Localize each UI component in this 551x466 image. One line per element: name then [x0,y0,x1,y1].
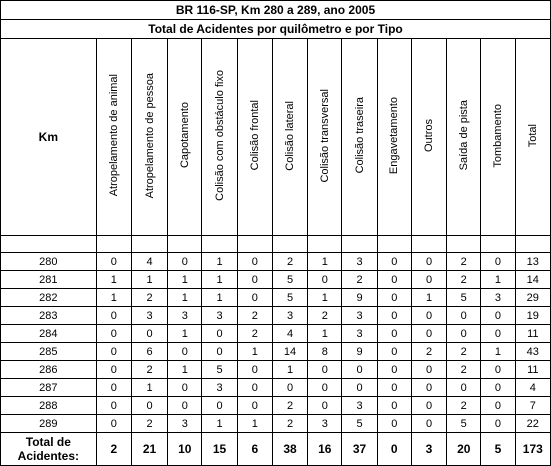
value-cell: 0 [237,289,272,307]
table-title: BR 116-SP, Km 280 a 289, ano 2005 [1,1,551,20]
value-cell: 1 [202,271,237,289]
value-cell: 0 [411,415,446,433]
total-cell: 2 [96,433,131,466]
value-cell: 3 [308,415,342,433]
value-cell: 2 [447,397,481,415]
value-cell: 0 [411,325,446,343]
value-cell: 2 [131,289,167,307]
column-header-label: Atropelamento de animal [107,74,120,197]
column-header [377,39,411,236]
value-cell: 1 [411,289,446,307]
km-cell: 283 [1,307,97,325]
value-cell: 0 [377,415,411,433]
value-cell: 6 [131,343,167,361]
spacer-row [1,236,551,253]
value-cell: 2 [447,271,481,289]
value-cell: 0 [411,361,446,379]
value-cell: 0 [481,325,515,343]
value-cell: 4 [515,379,550,397]
total-cell: 173 [515,433,550,466]
value-cell: 0 [342,361,377,379]
value-cell: 0 [411,271,446,289]
value-cell: 2 [411,343,446,361]
value-cell: 0 [377,343,411,361]
value-cell: 0 [168,397,202,415]
value-cell: 0 [237,271,272,289]
table-subtitle: Total de Acidentes por quilômetro e por Tipo [1,20,551,39]
value-cell: 0 [202,343,237,361]
value-cell: 2 [272,253,307,271]
value-cell: 2 [447,253,481,271]
column-header-label: Colisão com obstáculo fixo [213,70,226,201]
value-cell: 11 [515,361,550,379]
value-cell: 0 [411,253,446,271]
value-cell: 43 [515,343,550,361]
column-header [342,39,377,236]
total-cell: 37 [342,433,377,466]
total-cell: 21 [131,433,167,466]
value-cell: 2 [237,325,272,343]
totals-label-line2: Acidentes: [17,449,80,463]
column-header-label: Engavetamento [388,96,401,175]
km-cell: 282 [1,289,97,307]
value-cell: 0 [168,343,202,361]
value-cell: 2 [237,307,272,325]
value-cell: 0 [481,307,515,325]
value-cell: 0 [202,325,237,343]
value-cell: 5 [202,361,237,379]
value-cell: 29 [515,289,550,307]
total-cell: 16 [308,433,342,466]
column-header-label: Total [526,123,539,148]
total-cell: 10 [168,433,202,466]
value-cell: 3 [272,307,307,325]
total-cell: 3 [411,433,446,466]
column-header-label: Colisão lateral [284,100,297,171]
value-cell: 0 [202,397,237,415]
value-cell: 0 [96,325,131,343]
km-cell: 289 [1,415,97,433]
total-cell: 6 [237,433,272,466]
value-cell: 0 [411,379,446,397]
km-cell: 288 [1,397,97,415]
column-header [411,39,446,236]
value-cell: 2 [447,343,481,361]
value-cell: 0 [481,415,515,433]
table-row [1,253,551,271]
value-cell: 3 [202,307,237,325]
column-header [168,39,202,236]
value-cell: 0 [308,379,342,397]
value-cell: 0 [481,253,515,271]
value-cell: 2 [342,271,377,289]
column-header-label: Atropelamento de pessoa [143,72,156,199]
table-row [1,415,551,433]
column-header-label: Colisão transversal [318,88,331,183]
km-cell: 287 [1,379,97,397]
value-cell: 0 [96,307,131,325]
table-body [1,236,551,433]
value-cell: 0 [308,271,342,289]
value-cell: 1 [96,271,131,289]
value-cell: 7 [515,397,550,415]
value-cell: 3 [481,289,515,307]
value-cell: 3 [342,397,377,415]
value-cell: 3 [342,325,377,343]
value-cell: 0 [377,289,411,307]
value-cell: 0 [96,253,131,271]
value-cell: 1 [237,415,272,433]
value-cell: 1 [308,325,342,343]
column-header-label: Colisão frontal [248,100,261,171]
value-cell: 0 [96,343,131,361]
value-cell: 0 [377,307,411,325]
column-header-label: Capotamento [178,102,191,169]
totals-row [1,433,551,466]
value-cell: 2 [447,361,481,379]
value-cell: 0 [377,325,411,343]
value-cell: 5 [342,415,377,433]
km-cell: 280 [1,253,97,271]
value-cell: 3 [168,307,202,325]
column-header [515,39,550,236]
km-column-header: Km [1,39,97,236]
value-cell: 1 [168,289,202,307]
table-row [1,325,551,343]
table-row [1,307,551,325]
value-cell: 13 [515,253,550,271]
table-row [1,289,551,307]
value-cell: 5 [447,415,481,433]
column-header [202,39,237,236]
value-cell: 9 [342,343,377,361]
value-cell: 0 [168,253,202,271]
value-cell: 2 [308,307,342,325]
value-cell: 0 [96,361,131,379]
value-cell: 1 [481,343,515,361]
column-header-label: Tombamento [491,103,504,168]
column-header-label: Saída de pista [457,100,470,171]
value-cell: 0 [377,379,411,397]
totals-label-line1: Total de [25,435,71,449]
value-cell: 1 [202,253,237,271]
value-cell: 0 [308,361,342,379]
value-cell: 0 [377,253,411,271]
value-cell: 0 [131,397,167,415]
column-header [96,39,131,236]
value-cell: 0 [377,397,411,415]
value-cell: 0 [447,379,481,397]
value-cell: 3 [342,253,377,271]
value-cell: 1 [131,271,167,289]
value-cell: 19 [515,307,550,325]
value-cell: 0 [411,307,446,325]
value-cell: 0 [96,397,131,415]
value-cell: 3 [342,307,377,325]
value-cell: 5 [272,271,307,289]
value-cell: 3 [168,415,202,433]
value-cell: 22 [515,415,550,433]
value-cell: 0 [96,379,131,397]
value-cell: 4 [272,325,307,343]
value-cell: 0 [481,361,515,379]
column-header [237,39,272,236]
total-cell: 38 [272,433,307,466]
value-cell: 1 [168,325,202,343]
value-cell: 8 [308,343,342,361]
value-cell: 0 [237,397,272,415]
value-cell: 0 [342,379,377,397]
value-cell: 1 [131,379,167,397]
value-cell: 1 [272,361,307,379]
value-cell: 1 [202,415,237,433]
km-cell: 285 [1,343,97,361]
value-cell: 1 [202,289,237,307]
value-cell: 2 [272,415,307,433]
column-header-label: Outros [423,118,435,152]
value-cell: 1 [481,271,515,289]
value-cell: 0 [131,325,167,343]
value-cell: 1 [96,289,131,307]
value-cell: 3 [131,307,167,325]
km-cell: 286 [1,361,97,379]
value-cell: 5 [272,289,307,307]
value-cell: 4 [131,253,167,271]
value-cell: 0 [308,397,342,415]
column-header [481,39,515,236]
value-cell: 11 [515,325,550,343]
value-cell: 0 [447,307,481,325]
table-row [1,397,551,415]
column-header [447,39,481,236]
value-cell: 2 [131,361,167,379]
total-cell: 0 [377,433,411,466]
value-cell: 0 [481,379,515,397]
total-cell: 20 [447,433,481,466]
totals-label [1,433,97,466]
value-cell: 0 [237,379,272,397]
value-cell: 1 [168,271,202,289]
value-cell: 9 [342,289,377,307]
value-cell: 0 [237,253,272,271]
value-cell: 1 [237,343,272,361]
value-cell: 1 [168,361,202,379]
table-row [1,271,551,289]
km-cell: 284 [1,325,97,343]
value-cell: 2 [131,415,167,433]
value-cell: 14 [272,343,307,361]
value-cell: 0 [237,361,272,379]
value-cell: 3 [202,379,237,397]
value-cell: 0 [272,379,307,397]
value-cell: 14 [515,271,550,289]
value-cell: 0 [481,397,515,415]
value-cell: 0 [377,271,411,289]
value-cell: 5 [447,289,481,307]
value-cell: 1 [308,253,342,271]
value-cell: 1 [308,289,342,307]
column-header-label: Colisão traseira [353,97,366,174]
value-cell: 0 [447,325,481,343]
table-row [1,361,551,379]
column-header [308,39,342,236]
value-cell: 2 [272,397,307,415]
column-header [272,39,307,236]
column-header [131,39,167,236]
table-row [1,379,551,397]
total-cell: 5 [481,433,515,466]
value-cell: 0 [168,379,202,397]
value-cell: 0 [411,397,446,415]
value-cell: 0 [96,415,131,433]
value-cell: 0 [377,361,411,379]
km-cell: 281 [1,271,97,289]
table-row [1,343,551,361]
total-cell: 15 [202,433,237,466]
